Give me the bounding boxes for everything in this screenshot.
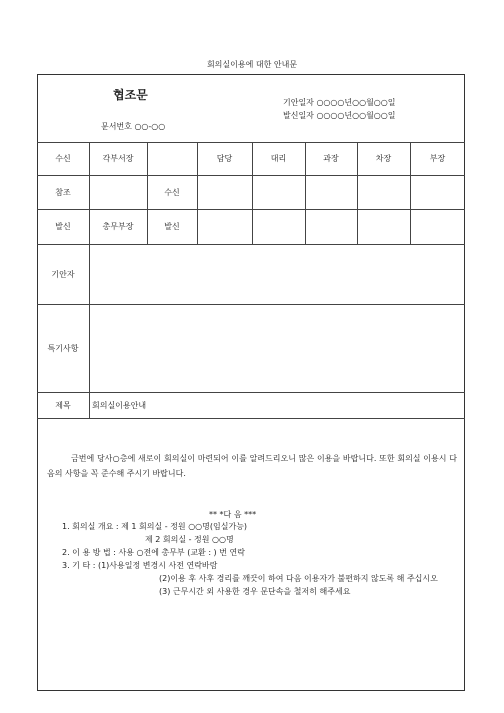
- sender-value: 총무부장: [102, 222, 134, 231]
- document-number: 문서번호 ○○-○○: [101, 122, 166, 131]
- list-item: 3. 기 타 : (1)사용일정 변경시 사전 연락바람: [62, 561, 218, 570]
- notice-paragraph: 금번에 당사○층에 새로이 회의실이 마련되어 이를 알려드리오니 많은 이용을 바랍니다. 또한 회의실 이용시 다음의 사항을 꼭 준수해 주시기 바랍니다.: [47, 454, 457, 478]
- list-item: 1. 회의실 개요 : 제 1 회의실 - 정원 ○○명(임실가능): [62, 522, 248, 531]
- send-label: 발신: [164, 222, 180, 231]
- rule: [37, 244, 465, 245]
- sender-label: 발신: [55, 222, 71, 231]
- list-item: 제 2 회의실 - 정원 ○○명: [145, 535, 234, 544]
- list-item: 2. 이 용 방 법 : 사용 ○전에 총무부 (교환 : ) 번 연락: [62, 548, 245, 557]
- special-notes-label: 특기사항: [47, 343, 79, 353]
- approval-deputy-director: 차장: [375, 154, 392, 163]
- notice-heading: ** *다 음 ***: [209, 510, 257, 519]
- draft-date: 기안일자 ○○○○년○○월○○일: [283, 98, 396, 107]
- approval-director: 부장: [429, 154, 446, 163]
- send-date: 발신일자 ○○○○년○○월○○일: [283, 111, 396, 120]
- rule: [37, 418, 465, 419]
- subject-value: 회의실이용안내: [92, 400, 147, 410]
- rule: [89, 142, 90, 418]
- drafter-label: 기안자: [51, 269, 75, 279]
- list-item: (2)이용 후 사후 경리를 깨끗이 하여 다음 이용자가 불편하지 않도록 해 주십시오: [159, 574, 438, 583]
- list-item: (3) 근무시간 외 사용한 경우 문단속을 철저히 해주세요: [159, 587, 351, 596]
- receiver-label: 수신: [55, 154, 71, 163]
- receiver-value: 각부서장: [102, 154, 134, 163]
- rule: [37, 175, 465, 176]
- approval-section-chief: 과장: [323, 154, 339, 163]
- reference-label: 참조: [55, 187, 71, 197]
- receive-label: 수신: [164, 187, 180, 197]
- approval-deputy: 대리: [270, 154, 287, 163]
- rule: [37, 304, 465, 305]
- form-title: 협조문: [113, 88, 148, 102]
- document-caption: 회의실이용에 대한 안내문: [206, 60, 298, 69]
- approval-staff: 담당: [216, 154, 233, 163]
- subject-label: 제목: [55, 400, 71, 410]
